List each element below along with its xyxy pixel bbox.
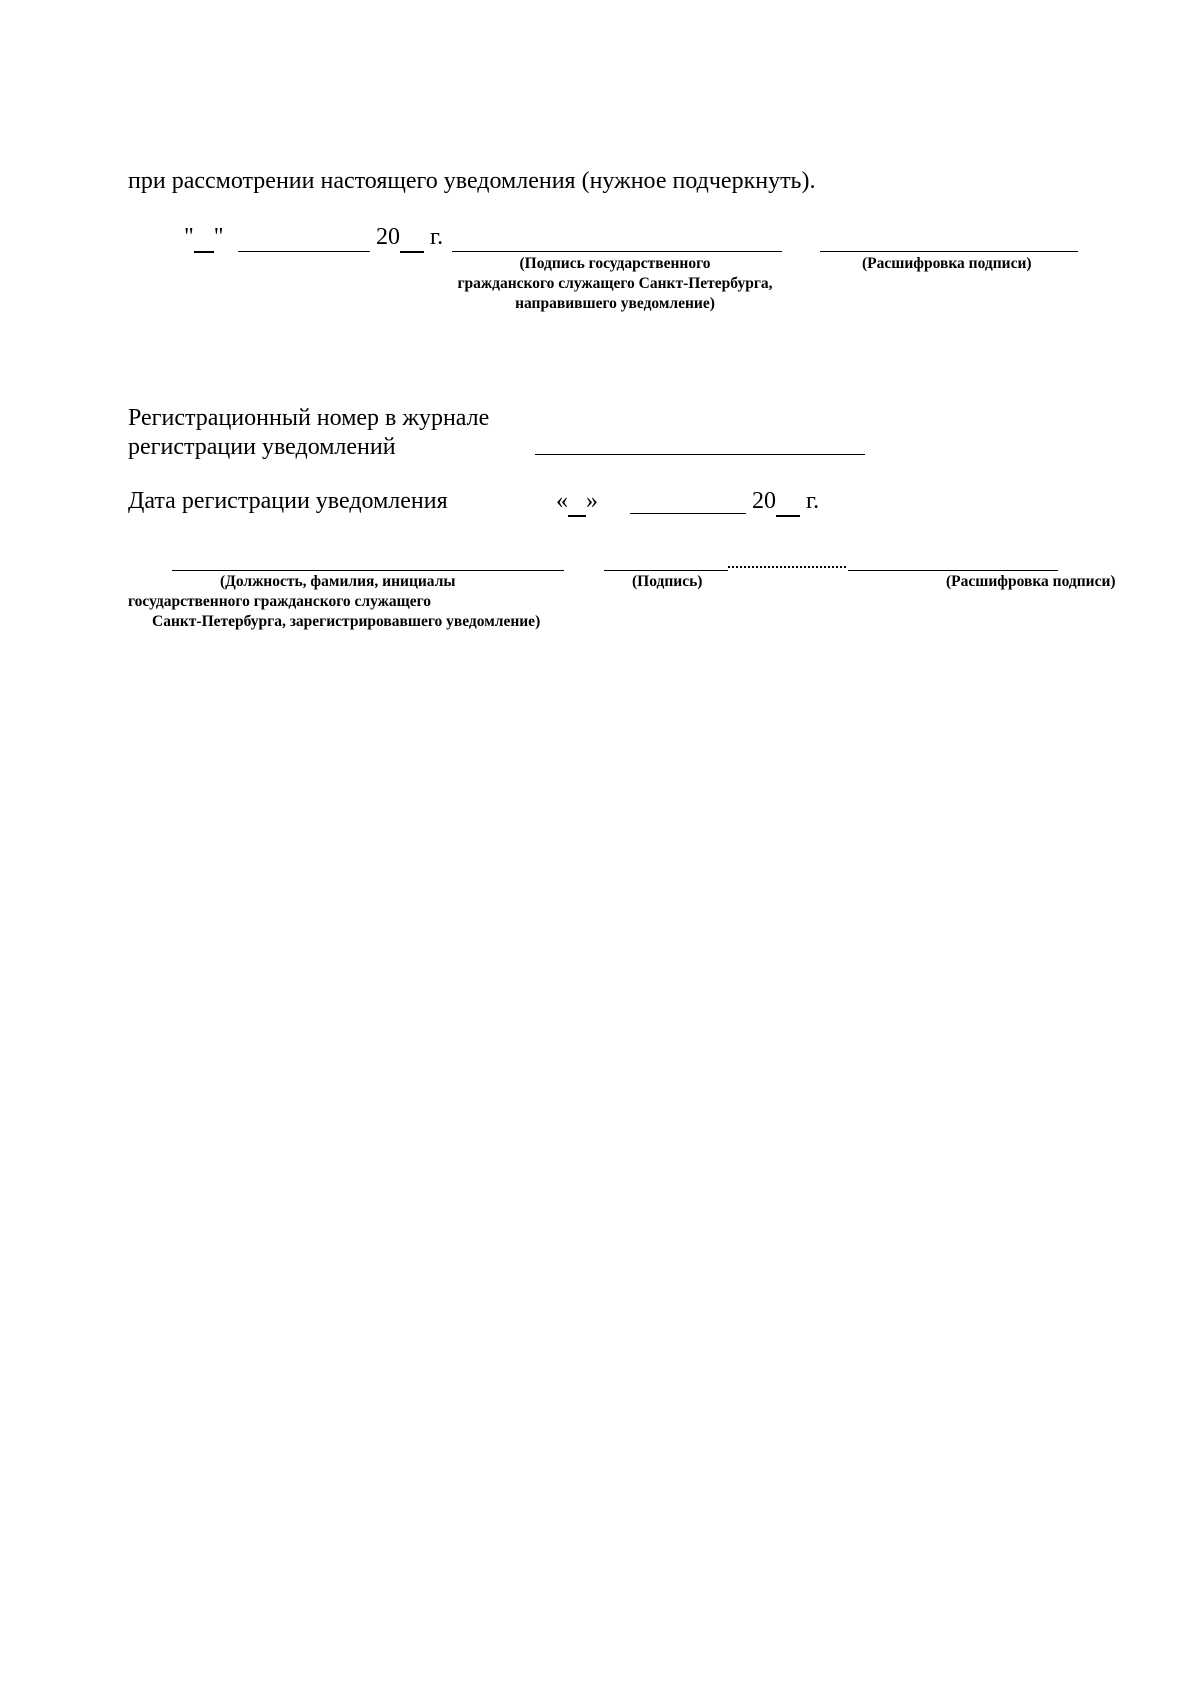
intro-line: при рассмотрении настоящего уведомления (нужное подчеркнуть).: [128, 168, 816, 194]
year-blank: [400, 224, 424, 253]
registration-month-line: [630, 513, 746, 514]
applicant-year: [376, 224, 443, 253]
date-quote-open: ": [184, 224, 194, 250]
registration-number-label: Регистрационный номер в журнале регистрации уведомлений: [128, 405, 490, 460]
registration-number-line: [535, 454, 865, 455]
registrar-signature-caption: (Подпись): [632, 573, 703, 590]
registrar-position-caption: (Должность, фамилия, инициалы государственного гражданского служащего Санкт-Петербурга, зарегистрировавшего уведомление): [128, 573, 541, 630]
month-blank: [238, 251, 370, 252]
registrar-decoding-caption: (Расшифровка подписи): [946, 573, 1116, 590]
applicant-signature-caption: (Подпись государственного гражданского служащего Санкт-Петербурга, направившего уведомление): [457, 255, 773, 312]
registrar-position-line: [172, 570, 564, 571]
registration-date-label: Дата регистрации уведомления: [128, 488, 448, 514]
date-quote-close: ": [213, 224, 224, 250]
applicant-decoding-line: [820, 251, 1078, 252]
registrar-signature-line: [604, 570, 728, 571]
registrar-dotted-line: [728, 566, 846, 568]
year-prefix: 20: [376, 224, 400, 250]
registrar-decoding-line: [848, 570, 1058, 571]
applicant-signature-line: [452, 251, 782, 252]
applicant-decoding-caption: (Расшифровка подписи): [862, 255, 1032, 272]
year-suffix: г.: [430, 224, 444, 250]
registration-date-year: 20 г.: [752, 488, 819, 517]
day-blank: [194, 224, 214, 253]
registration-date-day: « »: [556, 488, 598, 517]
applicant-date: [184, 224, 224, 253]
